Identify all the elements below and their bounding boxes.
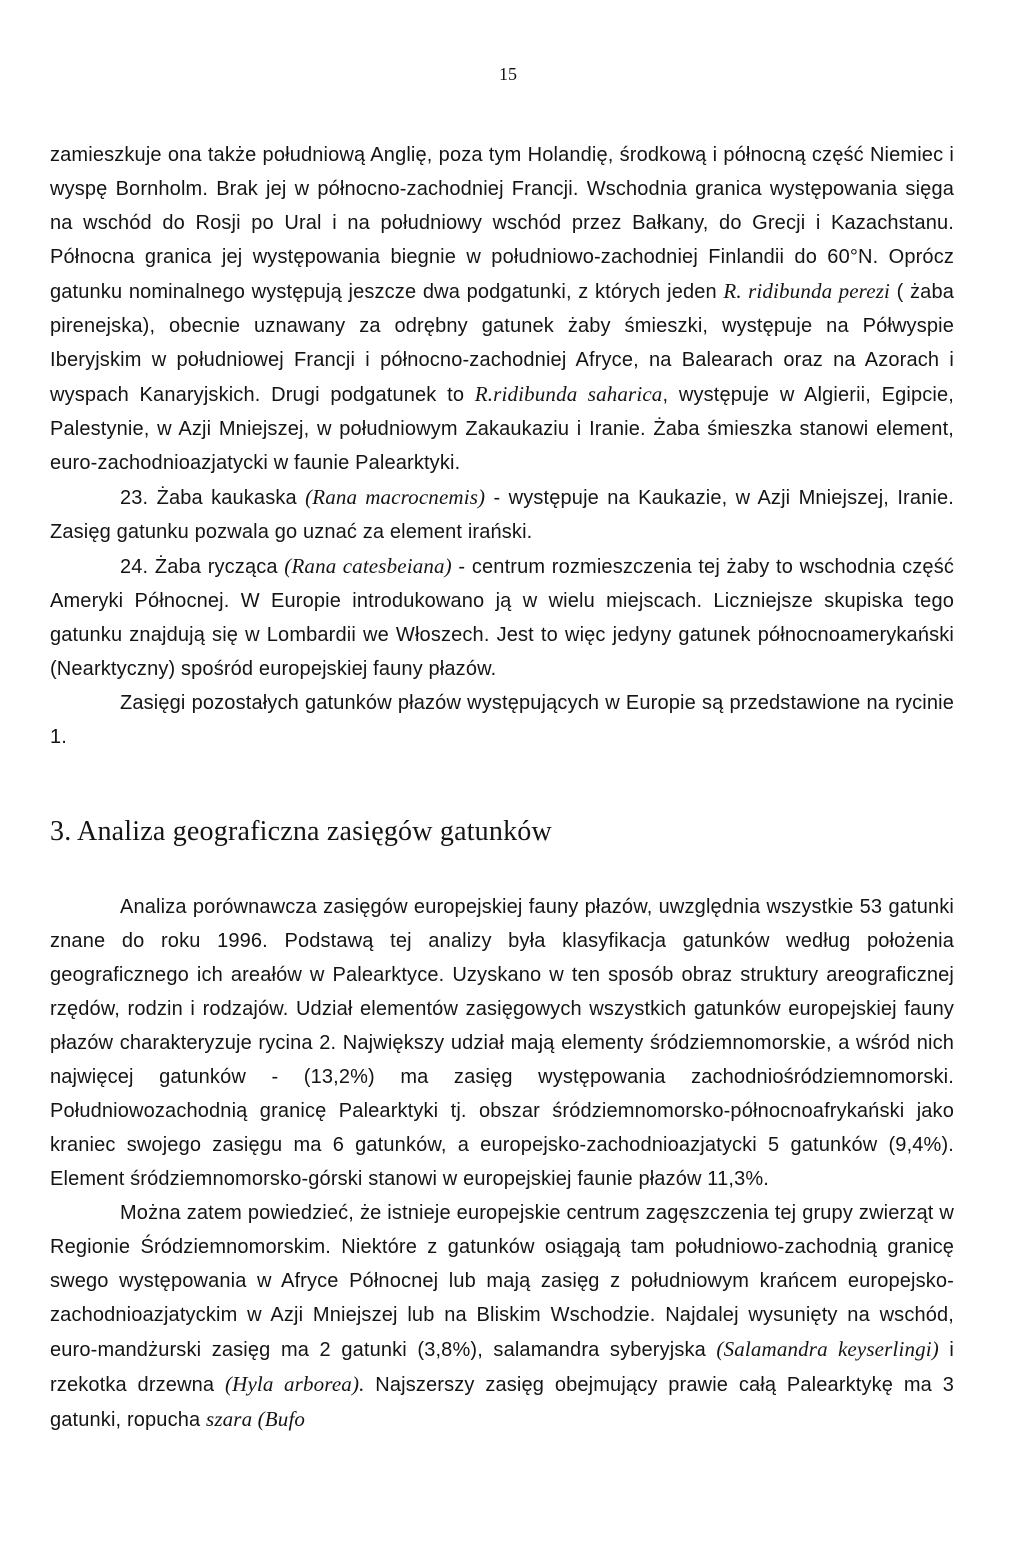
section-body-2 <box>50 890 954 1437</box>
document-page <box>50 0 954 1564</box>
text-run: ( żaba pirenejska), obecnie uznawany za odrębny gatunek żaby śmieszki, występuje na Półwyspie Iberyjskim w południowej Francji i północno-zachodniej Afryce, na Balearach oraz na Azorach i wyspach Kanaryjskich. Drugi podgatunek to <box>50 281 954 406</box>
paragraph-rana-macrocnemis <box>50 480 954 549</box>
paragraph-figure-reference: Zasięgi pozostałych gatunków płazów występujących w Europie są przedstawione na rycinie 1. <box>50 692 954 748</box>
species-name: R.ridibunda saharica <box>474 382 663 406</box>
paragraph-comparative-analysis: Analiza porównawcza zasięgów europejskiej fauny płazów, uwzględnia wszystkie 53 gatunki znane do roku 1996. Podstawą tej analizy była klasyfikacja gatunków według położenia geograficznego ich areałów w Palearktyce. Uzyskano w ten sposób obraz struktury areograficznej rzędów, rodzin i rodzajów. Udział elementów zasięgowych wszystkich gatunków europejskiej fauny płazów charakteryzuje rycina 2. Największy udział mają elementy śródziemnomorskie, a wśród nich najwięcej gatunków - (13,2%) ma zasięg występowania zachodniośródziemnomorski. Południowozachodnią granicę Palearktyki tj. obszar śródziemnomorsko-północnoafrykański jako kraniec swojego zasięgu ma 6 gatunków, a europejsko-zachodnioazjatycki 5 gatunków (9,4%). Element śródziemnomorsko-górski stanowi w europejskiej faunie płazów 11,3%. <box>50 896 954 1190</box>
paragraph-mediterranean-centre <box>50 1196 954 1437</box>
text-run: Najszerszy zasięg obejmujący prawie całą Palearktykę ma 3 gatunki, ropucha <box>50 1374 954 1431</box>
text-run: zamieszkuje ona także południową Anglię, poza tym Holandię, środkową i północną część Niemiec i wyspę Bornholm. Brak jej w północno-zachodniej Francji. Wschodnia granica występowania sięga na wschód do Rosji po Ural i na południowy wschód przez Bałkany, do Grecji i Kazachstanu. Północna granica jej występowania biegnie w południowo-zachodniej Finlandii do 60°N. Oprócz gatunku nominalnego występują jeszcze dwa podgatunki, z których jeden <box>50 144 954 303</box>
section-body-1 <box>50 138 954 754</box>
paragraph-rana-ridibunda-range <box>50 138 954 480</box>
species-name: R. ridibunda perezi <box>723 279 891 303</box>
text-run: i rzekotka drzewna <box>50 1339 954 1396</box>
species-name: (Salamandra keyserlingi) <box>716 1337 939 1361</box>
species-name: (Rana catesbeiana) <box>284 554 452 578</box>
species-name: (Rana macrocnemis) <box>305 485 486 509</box>
text-run: Można zatem powiedzieć, że istnieje europejskie centrum zagęszczenia tej grupy zwierząt w Regionie Śródziemnomorskim. Niektóre z gatunków osiągają tam południowo-zachodnią granicę swego występowania w Afryce Północnej lub mają zasięg z południowym krańcem europejsko-zachodnioazjatyckim w Azji Mniejszej lub na Bliskim Wschodzie. Najdalej wysunięty na wschód, euro-mandżurski zasięg ma 2 gatunki (3,8%), salamandra syberyjska <box>50 1202 954 1361</box>
species-name: (Hyla arborea). <box>224 1372 365 1396</box>
text-run: , występuje w Algierii, Egipcie, Palestynie, w Azji Mniejszej, w południowym Zakaukaziu i Iranie. Żaba śmieszka stanowi element, euro-zachodnioazjatycki w faunie Palearktyki. <box>50 384 955 474</box>
text-run: - występuje na Kaukazie, w Azji Mniejszej, Iranie. Zasięg gatunku pozwala go uznać za element irański. <box>50 487 954 543</box>
paragraph-rana-catesbeiana <box>50 549 954 686</box>
page-number: 15 <box>499 64 517 84</box>
text-run: 23. Żaba kaukaska <box>120 487 306 509</box>
species-name: szara (Bufo <box>206 1407 306 1431</box>
text-run: - centrum rozmieszczenia tej żaby to wschodnia część Ameryki Północnej. W Europie introdukowano ją w wielu miejscach. Liczniejsze skupiska tego gatunku znajdują się w Lombardii we Włoszech. Jest to więc jedyny gatunek północnoamerykański (Nearktyczny) spośród europejskiej fauny płazów. <box>50 556 954 680</box>
section-heading: 3. Analiza geograficzna zasięgów gatunków <box>50 816 552 847</box>
text-run: 24. Żaba rycząca <box>120 556 285 578</box>
